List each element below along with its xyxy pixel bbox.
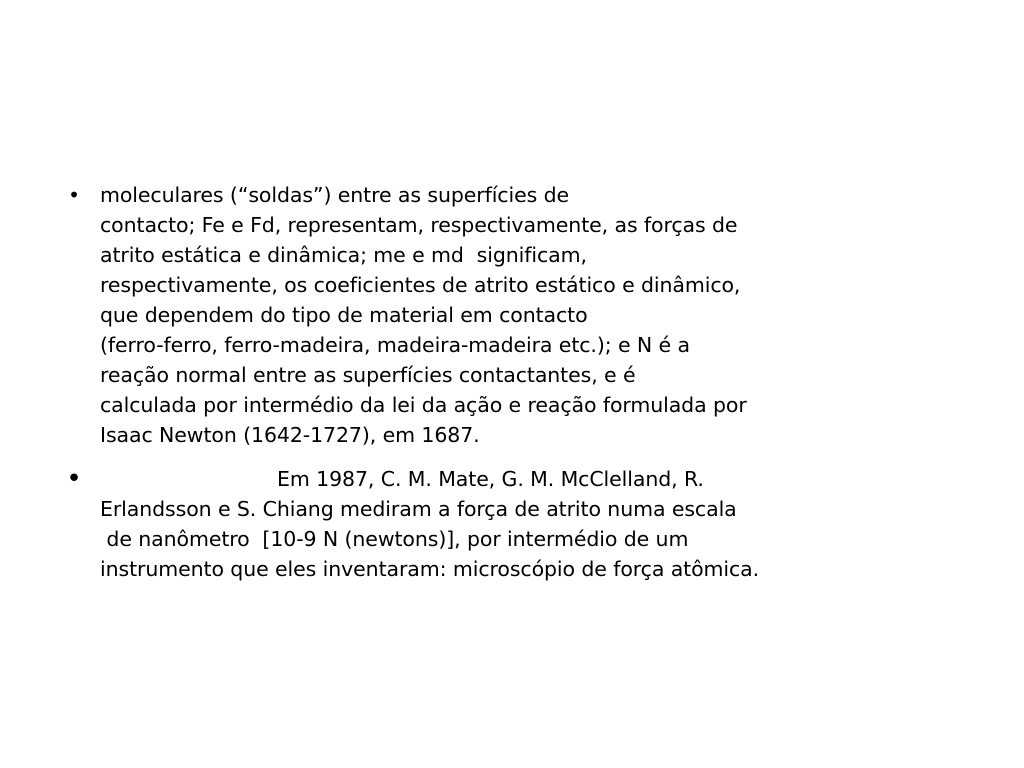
text-line: (ferro-ferro, ferro-madeira, madeira-madeira etc.); e N é a xyxy=(100,333,690,357)
text-line: calculada por intermédio da lei da ação e reação formulada por xyxy=(100,393,747,417)
text-line: Isaac Newton (1642-1727), em 1687. xyxy=(100,423,480,447)
text-line: moleculares (“soldas”) entre as superfícies de xyxy=(100,183,570,207)
text-line: contacto; Fe e Fd, representam, respectivamente, as forças de xyxy=(100,213,738,237)
bullet-item-nanoscale-measurement xyxy=(62,464,962,584)
text-line: instrumento que eles inventaram: microscópio de força atômica. xyxy=(100,557,760,581)
text-line: Erlandsson e S. Chiang mediram a força de atrito numa escala xyxy=(100,497,737,521)
text-line: de nanômetro [10-9 N (newtons)], por intermédio de um xyxy=(100,527,689,551)
text-line: reação normal entre as superfícies contactantes, e é xyxy=(100,363,636,387)
bullet-list xyxy=(62,180,962,584)
text-line: que dependem do tipo de material em contacto xyxy=(100,303,588,327)
bullet-item-friction-definition xyxy=(62,180,962,450)
text-line: atrito estática e dinâmica; me e md significam, xyxy=(100,243,587,267)
text-line: respectivamente, os coeficientes de atrito estático e dinâmico, xyxy=(100,273,741,297)
bullet-marker: • xyxy=(68,183,80,207)
bullet-marker: • xyxy=(66,464,82,494)
text-line: Em 1987, C. M. Mate, G. M. McClelland, R. xyxy=(277,467,704,491)
